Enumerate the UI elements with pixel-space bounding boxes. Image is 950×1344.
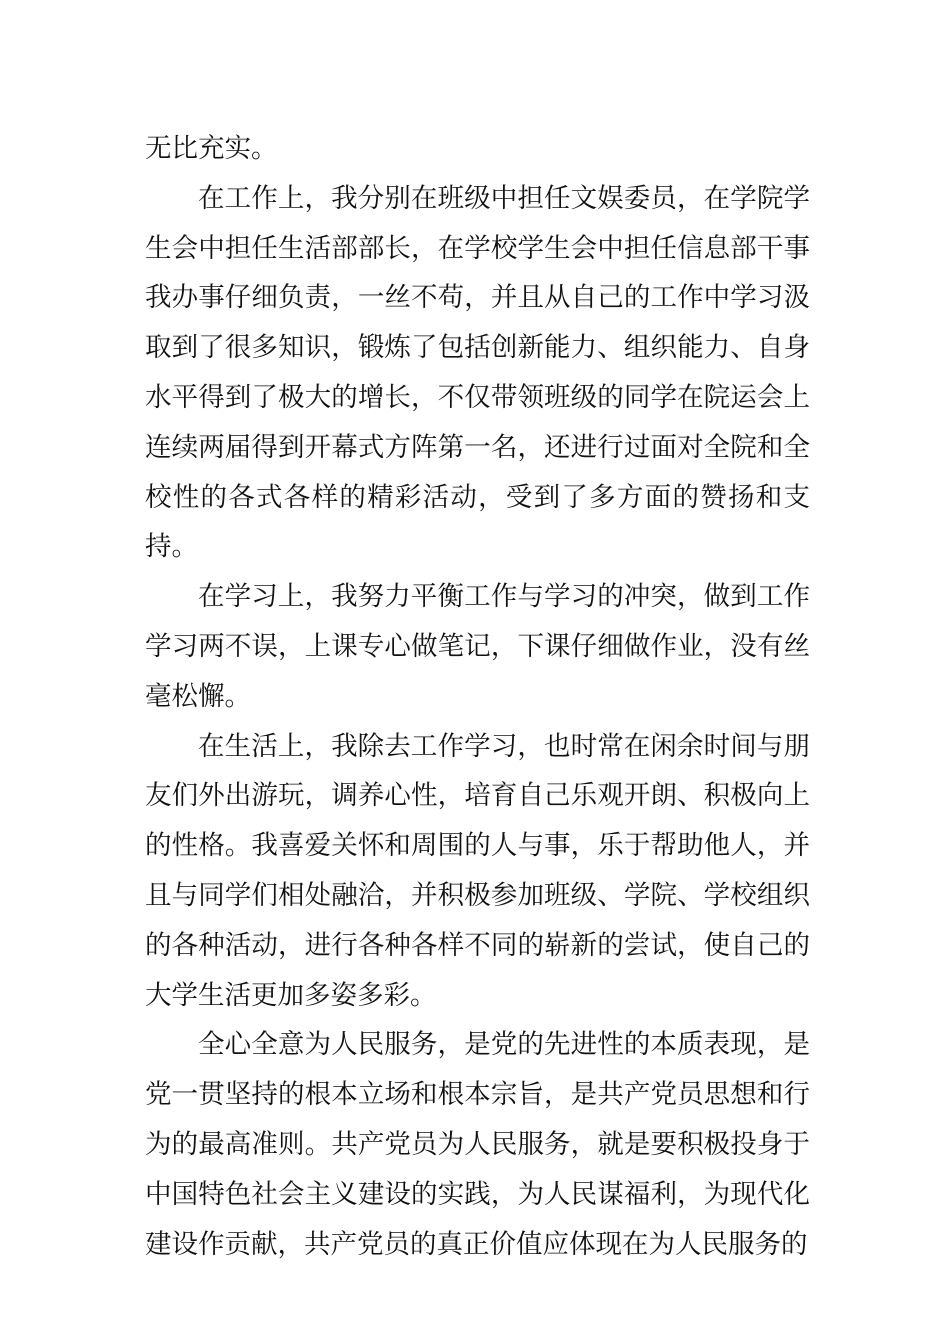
paragraph-continuation: 无比充实。 — [145, 133, 278, 164]
paragraph-work: 在工作上，我分别在班级中担任文娱委员，在学院学生会中担任生活部部长，在学校学生会中担任信息部干事我办事仔细负责，一丝不苟，并且从自己的工作中学习汲取到了很多知识，锻炼了包括创新能力、组织能力、自身水平得到了极大的增长，不仅带领班级的同学在院运会上连续两届得到开幕式方阵第一名，还进行过面对全院和全校性的各式各样的精彩活动，受到了多方面的赞扬和支持。 — [145, 182, 810, 563]
document-body — [145, 124, 810, 1269]
paragraph-study: 在学习上，我努力平衡工作与学习的冲突，做到工作学习两不误，上课专心做笔记，下课仔细做作业，没有丝毫松懈。 — [145, 581, 810, 712]
paragraph-service: 全心全意为人民服务，是党的先进性的本质表现，是党一贯坚持的根本立场和根本宗旨，是共产党员思想和行为的最高准则。共产党员为人民服务，就是要积极投身于中国特色社会主义建设的实践，为人民谋福利，为现代化建设作贡献，共产党员的真正价值应体现在为人民服务的 — [145, 1029, 810, 1260]
paragraph-life: 在生活上，我除去工作学习，也时常在闲余时间与朋友们外出游玩，调养心性，培育自己乐观开朗、积极向上的性格。我喜爱关怀和周围的人与事，乐于帮助他人，并且与同学们相处融洽，并积极参加班级、学院、学校组织的各种活动，进行各种各样不同的崭新的尝试，使自己的大学生活更加多姿多彩。 — [145, 730, 810, 1011]
